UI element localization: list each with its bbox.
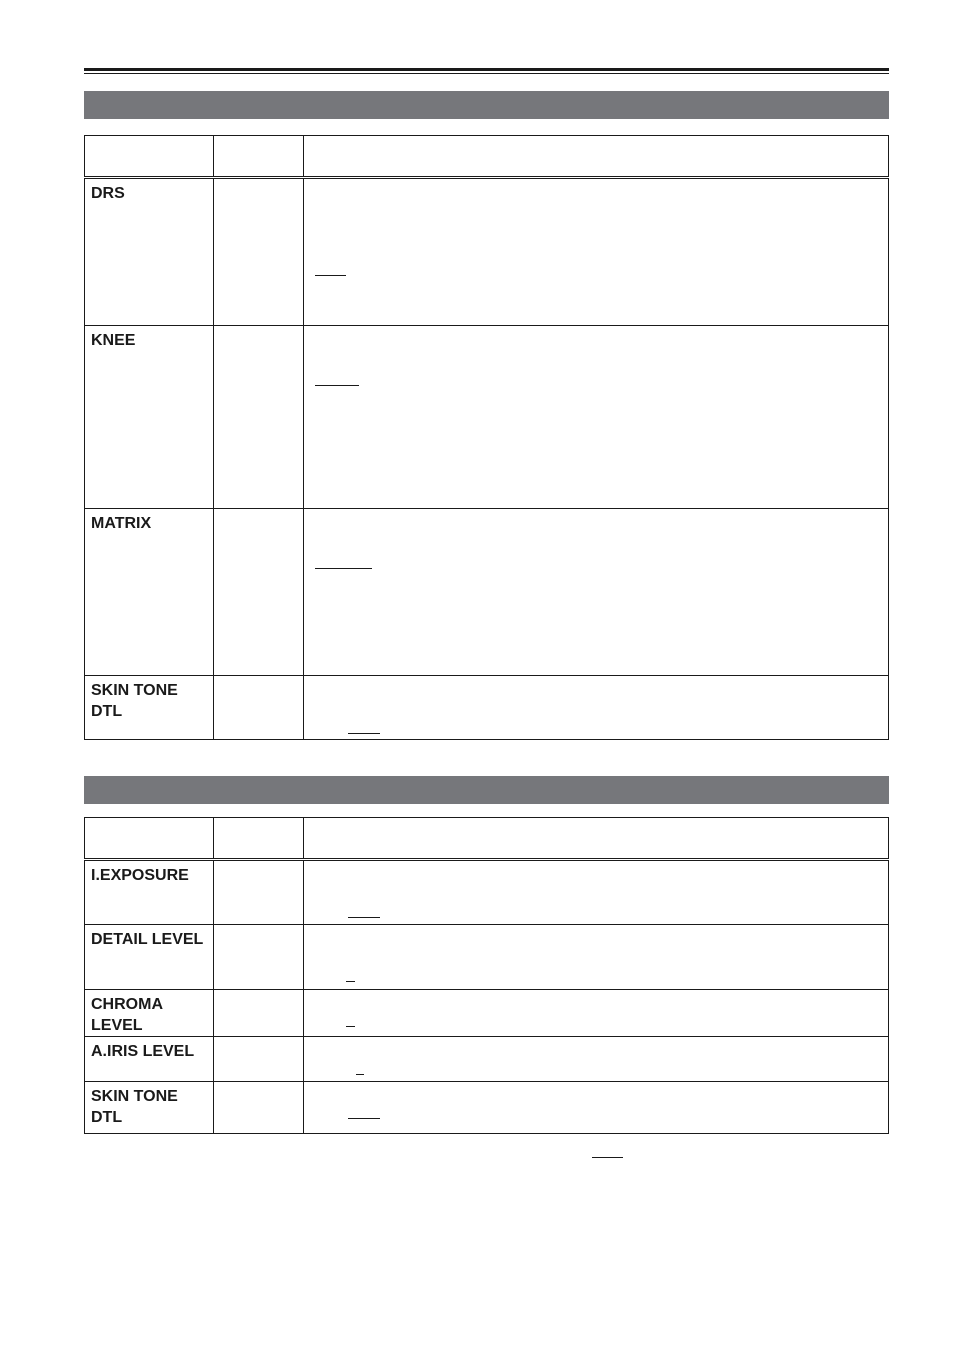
section-band-2 [84,776,889,804]
table-row [85,925,889,990]
header-cell-description [304,136,889,178]
row-mode-cell [214,925,304,990]
row-name: CHROMA LEVEL [91,996,163,1034]
row-description-cell [304,676,889,740]
row-mode-cell [214,990,304,1037]
default-underline [346,981,355,982]
default-underline [356,1074,364,1075]
top-rule-thick [84,68,889,71]
row-name: DRS [91,185,125,202]
row-description-cell [304,509,889,676]
row-mode-cell [214,326,304,509]
row-mode-cell [214,509,304,676]
header-cell-mode [214,136,304,178]
default-underline [315,568,372,569]
default-underline [348,917,380,918]
row-mode-cell [214,178,304,326]
row-mode-cell [214,676,304,740]
table-row [85,509,889,676]
table-row [85,860,889,925]
table-header-row [85,818,889,860]
row-mode-cell [214,1037,304,1082]
row-name: KNEE [91,332,136,349]
table-row [85,990,889,1037]
header-cell-description [304,818,889,860]
row-name: DETAIL LEVEL [91,931,204,948]
row-name: SKIN TONE DTL [91,682,178,720]
default-underline [315,275,346,276]
row-description-cell [304,326,889,509]
row-description-cell [304,990,889,1037]
header-cell-mode [214,818,304,860]
row-mode-cell [214,1082,304,1134]
row-description-cell [304,178,889,326]
row-name: A.IRIS LEVEL [91,1043,195,1060]
row-name: I.EXPOSURE [91,867,189,884]
default-underline [348,733,380,734]
row-description-cell [304,1082,889,1134]
table-row [85,1037,889,1082]
default-underline [348,1118,380,1119]
settings-table-1 [84,135,889,740]
header-cell-item [85,136,214,178]
header-cell-item [85,818,214,860]
row-description-cell [304,860,889,925]
row-description-cell [304,925,889,990]
row-name: SKIN TONE DTL [91,1088,178,1126]
top-rule-thin [84,73,889,74]
row-mode-cell [214,860,304,925]
table-row [85,1082,889,1134]
section-band-1 [84,91,889,119]
row-description-cell [304,1037,889,1082]
table-row [85,178,889,326]
default-underline [346,1026,355,1027]
row-name: MATRIX [91,515,152,532]
table-row [85,676,889,740]
settings-table-2 [84,817,889,1134]
table-row [85,326,889,509]
default-underline [315,385,359,386]
footnote-default-underline [592,1157,623,1158]
table-header-row [85,136,889,178]
